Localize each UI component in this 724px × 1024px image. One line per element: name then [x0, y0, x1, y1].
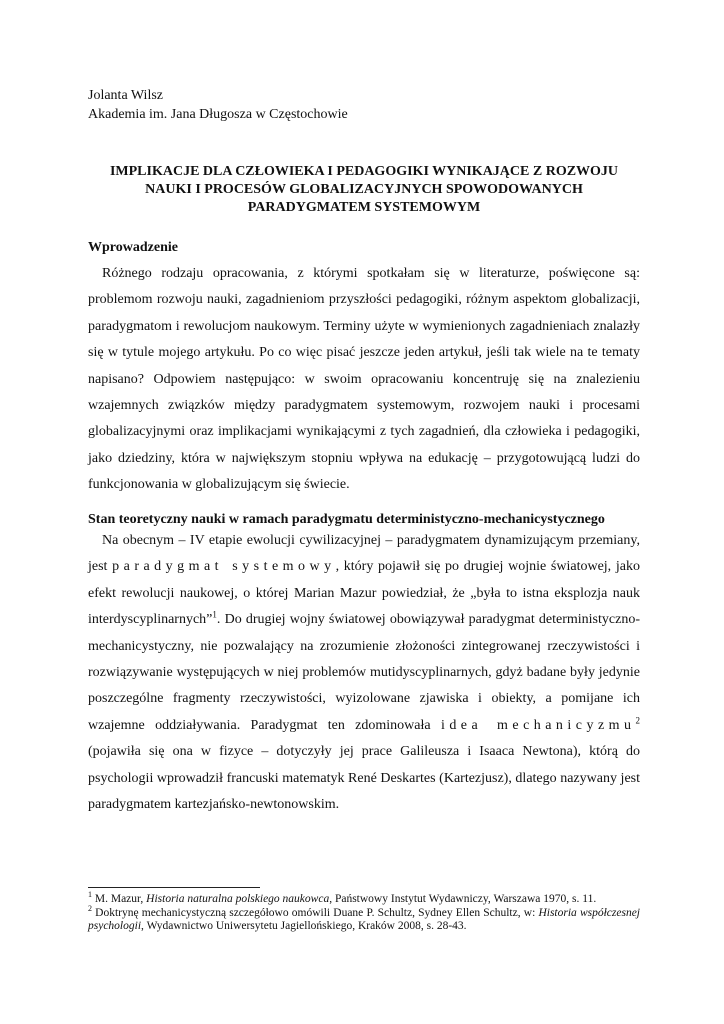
- paragraph-text-part: (pojawiła się ona w fizyce – dotyczyły jej prace Galileusza i Isaaca Newtona), którą do psychologii wprowadził francuski matematyk René Deskartes (Kartezjusz), dlatego nazywany jest paradygmatem kartezjańsko-newtonowskim.: [88, 744, 640, 813]
- author-affiliation: Akademia im. Jana Długosza w Częstochowie: [88, 107, 348, 122]
- footnote-book-title: Historia naturalna polskiego naukowca: [146, 893, 330, 905]
- footnote-ref-2[interactable]: 2: [635, 715, 641, 726]
- section-heading-theoretical-state: Stan teoretyczny nauki w ramach paradygmatu deterministyczno-mechanicystycznego: [88, 512, 605, 527]
- paragraph-text-part: Na obecnym – IV etapie ewolucji cywilizacyjnej – paradygmatem dynamizującym przemiany, jest: [88, 533, 640, 575]
- spaced-term-idea-of-mechanicism: idea mechanicyzmu: [440, 717, 636, 733]
- author-name: Jolanta Wilsz: [88, 88, 163, 103]
- introduction-paragraph: Różnego rodzaju opracowania, z którymi spotkałam się w literaturze, poświęcone są: problemom rozwoju nauki, zagadnieniom przyszłości pedagogiki, różnym aspektom globalizacji, paradygmatom i rewolucjom naukowym. Terminy użyte w wymienionych zagadnieniach znalazły się w tytule mojego artykułu. Po co więc pisać jeszcze jeden artykuł, jeśli tak wiele na te tematy napisano? Odpowiem następująco: w swoim opracowaniu koncentruję się na znalezieniu wzajemnych związków między paradygmatem systemowym, rozwojem nauki i procesami globalizacyjnymi oraz implikacjami wynikającymi z tych zagadnień, dla człowieka i pedagogiki, jako dziedziny, która w największym stopniu wpływa na edukację – przygotowującą ludzi do funkcjonowania w globalizującym się świecie.: [88, 266, 640, 493]
- section-heading-introduction: Wprowadzenie: [88, 240, 178, 255]
- footnote-number: 1: [88, 890, 92, 900]
- spaced-term-systemic-paradigm: paradygmat systemowy: [112, 559, 336, 575]
- paragraph-text-part: , który pojawił się po drugiej wojnie światowej, jako efekt rewolucji naukowej, o której Marian Mazur powiedział, że „była to istna eksplozja nauk interdyscyplinarnych”: [88, 559, 640, 628]
- footnote-divider: [88, 887, 260, 888]
- footnote-book-title: Historia współczesnej psychologii: [88, 906, 640, 933]
- footnotes: [88, 890, 640, 934]
- footnote-2: [88, 903, 640, 934]
- footnote-text: , Państwowy Instytut Wydawniczy, Warszawa 1970, s. 11.: [329, 893, 597, 905]
- footnote-1: [88, 890, 640, 907]
- author-block: [88, 86, 348, 124]
- paragraph-text-part: . Do drugiej wojny światowej obowiązywał paradygmat deterministyczno-mechanicystyczny, nie pozwalający na zrozumienie złożoności zintegrowanej rzeczywistości i rozwiązywanie występujących w niej problemów mutidyscyplinarnych, gdyż badane były jedynie poszczególne fragmenty rzeczywistości, wyizolowane zjawiska i obiekty, a pomijane ich wzajemne oddziaływania. Paradygmat ten zdominowała: [88, 612, 640, 733]
- footnote-ref-1[interactable]: 1: [212, 609, 217, 620]
- footnote-text: , Wydawnictwo Uniwersytetu Jagiellońskiego, Kraków 2008, s. 28-43.: [141, 920, 467, 933]
- article-title: IMPLIKACJE DLA CZŁOWIEKA I PEDAGOGIKI WYNIKAJĄCE Z ROZWOJU NAUKI I PROCESÓW GLOBALIZACYJNYCH SPOWODOWANYCH PARADYGMATEM SYSTEMOWYM: [109, 164, 619, 215]
- footnote-number: 2: [88, 903, 92, 913]
- theoretical-state-paragraph: [88, 528, 640, 818]
- footnote-text: Doktrynę mechanicystyczną szczegółowo omówili Duane P. Schultz, Sydney Ellen Schultz, w:: [92, 906, 539, 919]
- footnote-text: M. Mazur,: [92, 893, 147, 905]
